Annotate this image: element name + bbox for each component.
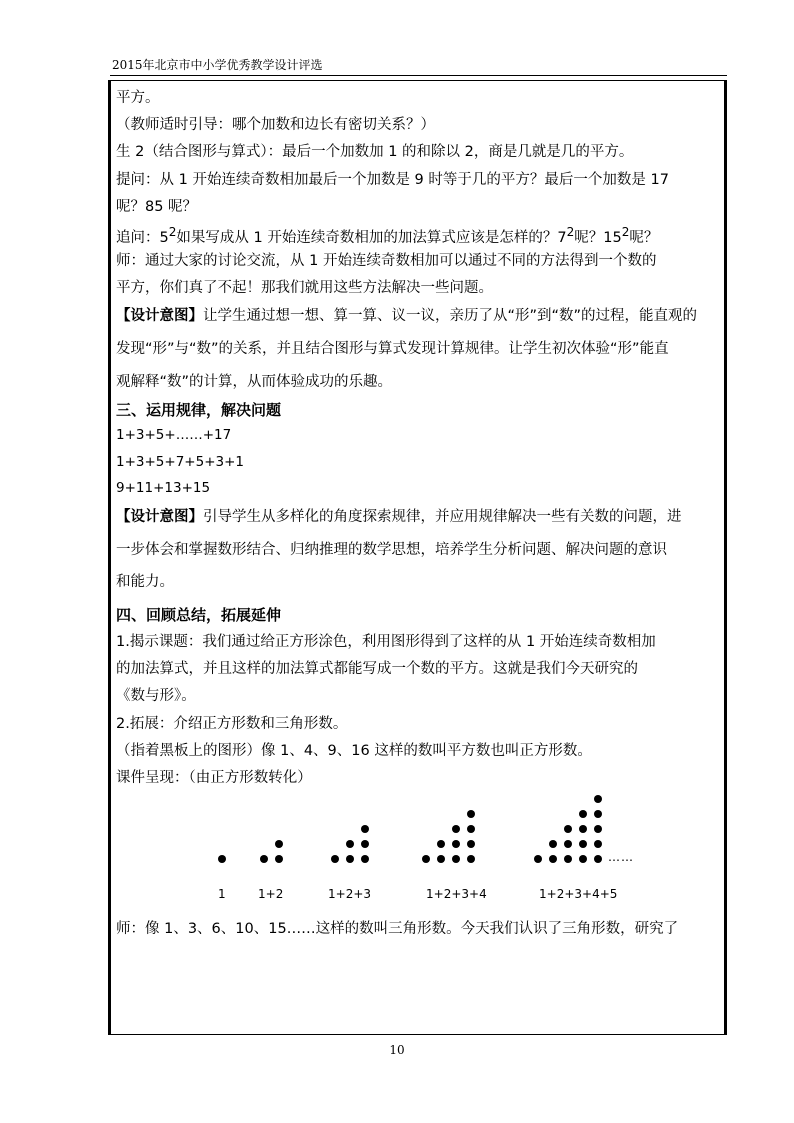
document-body	[116, 87, 720, 941]
dot	[260, 855, 268, 863]
dot	[361, 825, 369, 833]
dot	[564, 855, 572, 863]
formula: 9+11+13+15	[116, 479, 211, 496]
text-line: 2.拓展：介绍正方形数和三角形数。	[116, 715, 348, 732]
formula: 1+3+5+7+5+3+1	[116, 453, 244, 470]
intent-text: 观解释“数”的计算，从而体验成功的乐趣。	[116, 373, 393, 390]
dot	[275, 840, 283, 848]
intent-text: 和能力。	[116, 574, 174, 591]
text-line: 课件呈现：（由正方形数转化）	[116, 769, 312, 786]
intent-text: 引导学生从多样化的角度探索规律，并应用规律解决一些有关数的问题，进	[203, 509, 682, 526]
dot	[467, 825, 475, 833]
dot	[437, 840, 445, 848]
dot	[594, 795, 602, 803]
followup-mid: 如果写成从 1 开始连续奇数相加的加法算式应该是怎样的？7	[176, 229, 567, 246]
dot	[218, 855, 226, 863]
text-line: 的加法算式，并且这样的加法算式都能写成一个数的平方。这就是我们今天研究的	[116, 661, 638, 678]
text-line: 提问：从 1 开始连续奇数相加最后一个加数是 9 时等于几的平方？最后一个加数是 17	[116, 171, 669, 188]
dot	[467, 840, 475, 848]
exponent: 2	[168, 224, 177, 239]
dot	[422, 855, 430, 863]
dot	[549, 855, 557, 863]
dot	[452, 840, 460, 848]
dot	[437, 855, 445, 863]
dot	[594, 810, 602, 818]
figure-label: 1+2+3+4+5	[539, 887, 618, 902]
frame-right-bar	[725, 80, 727, 1035]
intent-label: 【设计意图】	[116, 308, 203, 325]
dot	[452, 825, 460, 833]
followup-mid: 呢？15	[574, 229, 622, 246]
dot	[579, 855, 587, 863]
dot	[361, 840, 369, 848]
dot	[361, 855, 369, 863]
text-line: 《数与形》。	[116, 688, 196, 705]
header-rule	[110, 75, 727, 76]
section-heading: 三、运用规律，解决问题	[116, 401, 282, 420]
dot	[579, 810, 587, 818]
text-line: 呢？85 呢？	[116, 198, 198, 215]
text-line: 平方。	[116, 90, 160, 106]
dot	[346, 855, 354, 863]
figure-label: 1+2+3+4	[426, 887, 487, 902]
text-line: （教师适时引导：哪个加数和边长有密切关系？）	[116, 117, 435, 134]
text-line: 生 2（结合图形与算式）：最后一个加数加 1 的和除以 2，商是几就是几的平方。	[116, 144, 634, 161]
figure-ellipsis: ……	[608, 850, 634, 865]
formula-list	[116, 422, 720, 501]
frame-left-bar	[108, 80, 110, 1035]
dot	[594, 840, 602, 848]
dot	[579, 825, 587, 833]
exponent: 2	[566, 224, 575, 239]
dot	[594, 825, 602, 833]
dot	[594, 855, 602, 863]
design-intent-1	[116, 300, 720, 398]
dot	[579, 840, 587, 848]
followup-end: 呢？	[629, 229, 659, 246]
intent-label: 【设计意图】	[116, 509, 203, 526]
intent-text: 发现“形”与“数”的关系，并且结合图形与算式发现计算规律。让学生初次体验“形”能直	[116, 340, 669, 357]
exponent: 2	[621, 224, 630, 239]
design-intent-2	[116, 501, 720, 599]
dot	[346, 840, 354, 848]
figure-label: 1+2	[258, 887, 284, 902]
dot	[331, 855, 339, 863]
figure-label: 1	[218, 887, 226, 902]
dot	[564, 840, 572, 848]
page-header: 2015年北京市中小学优秀教学设计评选	[112, 58, 323, 72]
dot	[534, 855, 542, 863]
figure-label: 1+2+3	[328, 887, 372, 902]
text-line: 师：通过大家的讨论交流，从 1 开始连续奇数相加可以通过不同的方法得到一个数的	[116, 252, 657, 269]
intent-text: 一步体会和掌握数形结合、归纳推理的数学思想，培养学生分析问题、解决问题的意识	[116, 541, 667, 558]
text-line: （指着黑板上的图形）像 1、4、9、16 这样的数叫平方数也叫正方形数。	[116, 742, 592, 759]
followup-prefix: 追问：5	[116, 229, 169, 246]
text-line: 平方，你们真了不起！那我们就用这些方法解决一些问题。	[116, 280, 493, 297]
dot	[275, 855, 283, 863]
triangular-numbers-figure	[116, 790, 720, 918]
text-line: 1.揭示课题：我们通过给正方形涂色，利用图形得到了这样的从 1 开始连续奇数相加	[116, 634, 656, 651]
page-number: 10	[389, 1043, 405, 1057]
dot	[564, 825, 572, 833]
dot	[467, 810, 475, 818]
formula: 1+3+5+……+17	[116, 427, 232, 444]
dot	[467, 855, 475, 863]
intent-text: 让学生通过想一想、算一算、议一议，亲历了从“形”到“数”的过程，能直观的	[203, 308, 698, 325]
dot	[549, 840, 557, 848]
followup-question	[116, 223, 720, 250]
section-heading: 四、回顾总结，拓展延伸	[116, 606, 282, 625]
text-line: 师：像 1、3、6、10、15……这样的数叫三角形数。今天我们认识了三角形数，研究了	[116, 921, 679, 938]
dot	[452, 855, 460, 863]
